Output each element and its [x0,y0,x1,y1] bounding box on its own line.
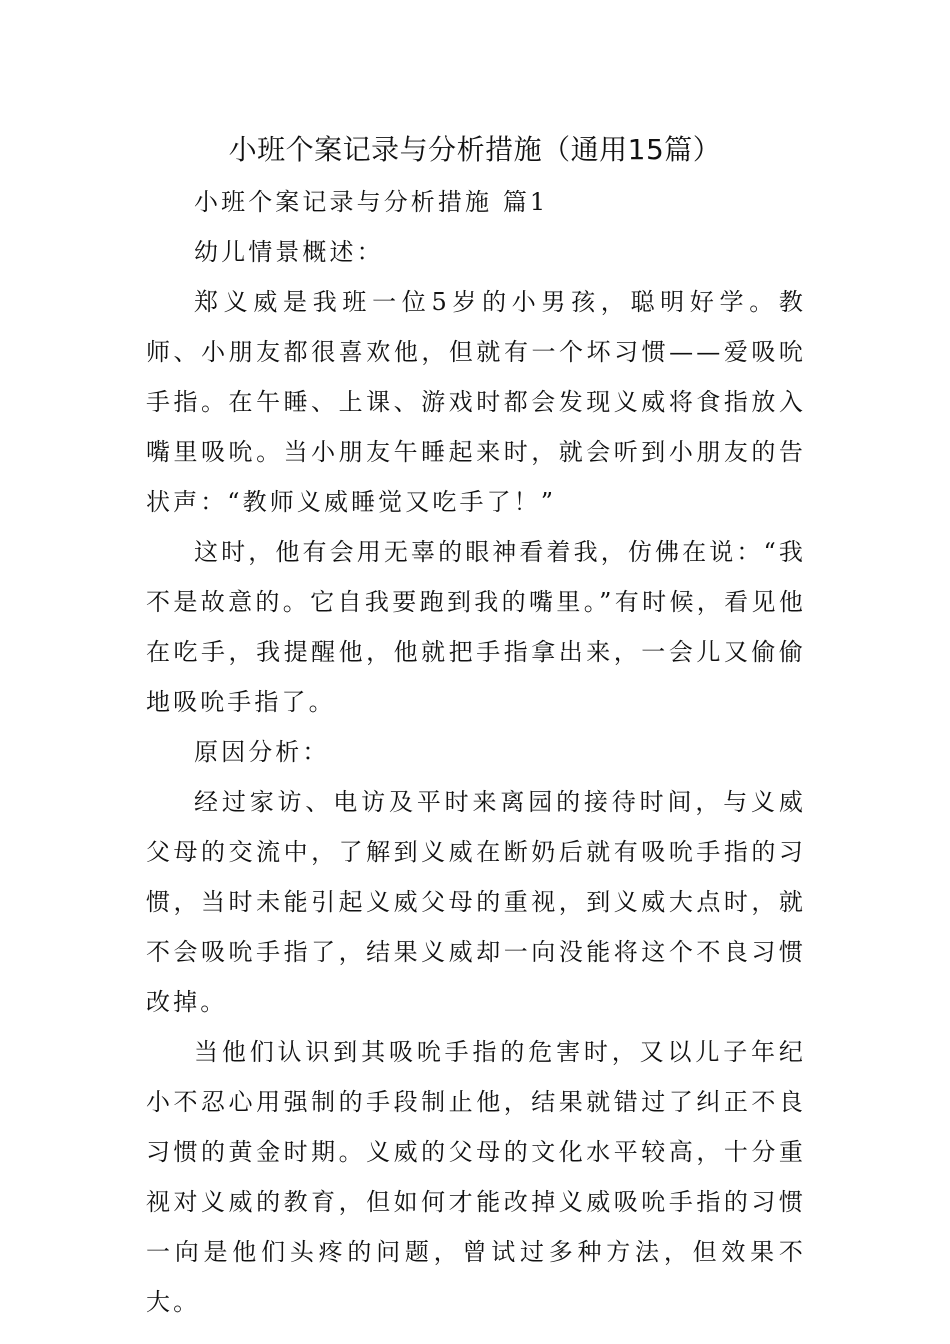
subheading-situation: 幼儿情景概述： [194,238,384,266]
paragraph: 经过家访、电访及平时来离园的接待时间，与义威父母的交流中，了解到义威在断奶后就有吸吮手指的习惯，当时未能引起义威父母的重视，到义威大点时，就不会吸吮手指了，结果义威却一向没能将这个不良习惯改掉。 [146,788,806,1016]
paragraph: 郑义威是我班一位5岁的小男孩，聪明好学。教师、小朋友都很喜欢他，但就有一个坏习惯——爱吸吮手指。在午睡、上课、游戏时都会发现义威将食指放入嘴里吸吮。当小朋友午睡起来时，就会听到小朋友的告状声：“教师义威睡觉又吃手了！” [146,288,806,516]
document-body [146,177,806,1327]
document-title: 小班个案记录与分析措施（通用15篇） [228,133,722,166]
subheading-cause-analysis: 原因分析： [194,738,330,766]
paragraph: 当他们认识到其吸吮手指的危害时，又以儿子年纪小不忍心用强制的手段制止他，结果就错过了纠正不良习惯的黄金时期。义威的父母的文化水平较高，十分重视对义威的教育，但如何才能改掉义威吸吮手指的习惯一向是他们头疼的问题，曾试过多种方法，但效果不大。 [146,1038,806,1316]
section-heading: 小班个案记录与分析措施 篇1 [194,188,549,216]
paragraph: 这时，他有会用无辜的眼神看着我，仿佛在说：“我不是故意的。它自我要跑到我的嘴里。”有时候，看见他在吃手，我提醒他，他就把手指拿出来，一会儿又偷偷地吸吮手指了。 [146,538,806,716]
